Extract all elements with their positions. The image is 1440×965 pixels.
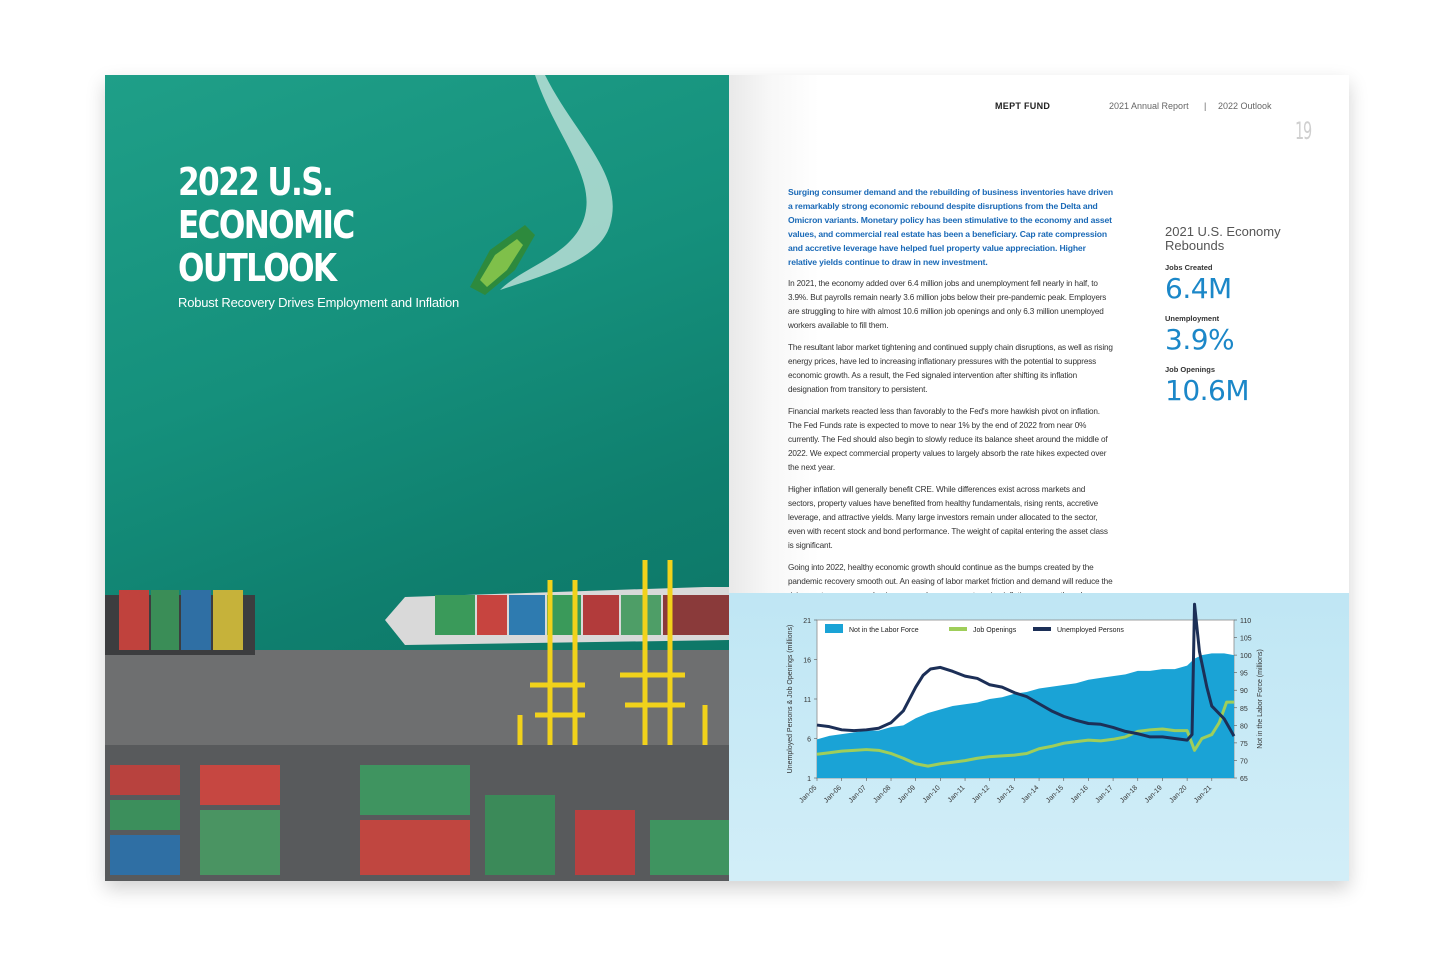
cover-photo-page [105, 75, 729, 881]
stat-label-unemployment: Unemployment [1165, 314, 1220, 323]
x-tick-label: Jan-21 [1193, 784, 1214, 805]
x-tick-label: Jan-10 [921, 784, 942, 805]
left-tick-label: 11 [803, 697, 811, 704]
legend-label: Not in the Labor Force [849, 627, 919, 634]
y-axis-title: Unemployed Persons & Job Openings (millions) [787, 624, 794, 774]
stat-value-jobs-created: 6.4M [1165, 272, 1232, 305]
x-tick-label: Jan-16 [1069, 784, 1090, 805]
x-tick-label: Jan-06 [823, 784, 844, 805]
sidebar-title: 2021 U.S. Economy Rebounds [1165, 224, 1281, 253]
x-tick-label: Jan-08 [872, 784, 893, 805]
x-tick-label: Jan-12 [971, 784, 992, 805]
headline [178, 161, 391, 290]
x-tick-label: Jan-05 [798, 784, 819, 805]
headline-line-3: OUTLOOK [178, 246, 336, 290]
headline-line-1: 2022 U.S. [178, 160, 333, 204]
x-tick-label: Jan-11 [946, 784, 967, 805]
x-tick-label: Jan-14 [1020, 784, 1041, 805]
right-tick-label: 90 [1240, 688, 1248, 696]
article-page [729, 75, 1349, 881]
report-title: 2021 Annual Report [1109, 101, 1189, 111]
brand-name: MEPT FUND [995, 101, 1051, 111]
legend-swatch [1033, 627, 1051, 631]
stat-value-job-openings: 10.6M [1165, 374, 1250, 407]
header-separator: | [1204, 101, 1207, 111]
right-tick-label: 70 [1240, 758, 1248, 766]
legend-swatch [825, 624, 843, 633]
y2-axis-title: Not in the Labor Force (millions) [1257, 649, 1264, 749]
body-paragraph: Higher inflation will generally benefit CRE. While differences exist across markets and sectors, property values have benefited from healthy fundamentals, rising rents, accretive leverage, and attractive yields. Many large investors remain under allocated to the sector, even with recent stock and bond performance. The weight of capital entering the asset class is significant. [788, 485, 1108, 550]
chart-panel [729, 593, 1349, 881]
right-tick-label: 100 [1240, 653, 1252, 661]
legend-label: Job Openings [973, 627, 1017, 634]
right-tick-label: 110 [1240, 618, 1252, 625]
stat-label-jobs-created: Jobs Created [1165, 263, 1213, 272]
right-tick-label: 80 [1240, 723, 1248, 731]
stats-sidebar [1165, 225, 1325, 406]
page-number: 19 [1295, 117, 1311, 145]
running-header [729, 101, 1349, 145]
right-tick-label: 65 [1240, 776, 1248, 783]
subheadline: Robust Recovery Drives Employment and Inflation [178, 295, 460, 310]
body-paragraph: Going into 2022, healthy economic growth should continue as the bumps created by the pandemic recovery smooth out. An easing of labor market friction and demand will reduce the [788, 563, 1113, 586]
x-tick-label: Jan-13 [995, 784, 1016, 805]
x-tick-label: Jan-17 [1094, 784, 1115, 805]
left-tick-label: 21 [803, 618, 811, 625]
body-paragraph: In 2021, the economy added over 6.4 million jobs and unemployment fell nearly in half, to 3.9%. But payrolls remain nearly 3.6 million jobs below their pre-pandemic peak. Employers are struggling to hire with almost 10.6 million job openings and only 6.3 million unemployed workers available to fill them. [788, 279, 1107, 330]
stat-label-job-openings: Job Openings [1165, 365, 1216, 374]
x-tick-label: Jan-07 [847, 784, 868, 805]
headline-line-2: ECONOMIC [178, 203, 354, 247]
x-tick-label: Jan-19 [1143, 784, 1164, 805]
legend-label: Unemployed Persons [1057, 627, 1124, 634]
x-tick-label: Jan-09 [897, 784, 918, 805]
body-paragraph: Financial markets reacted less than favorably to the Fed's more hawkish pivot on inflation. The Fed Funds rate is expected to move to near 1% by the end of 2022 from near 0% currently. The Fed should also begin to slowly reduce its balance sheet around the middle of 2022. We expect commercial property values to largely absorb the rate hikes expected over the next year. [788, 407, 1108, 472]
stat-value-unemployment: 3.9% [1165, 323, 1235, 356]
article-body [788, 185, 1114, 625]
outlook-title: 2022 Outlook [1218, 101, 1272, 111]
right-tick-label: 85 [1240, 705, 1248, 713]
body-paragraph: The resultant labor market tightening and continued supply chain disruptions, as well as rising energy prices, have led to increasing inflationary pressures with the potential to suppress economic growth. As a result, the Fed signaled intervention after shifting its inflation designation from transitory to persistent. [788, 343, 1113, 394]
x-tick-label: Jan-18 [1119, 784, 1140, 805]
labor-chart [729, 593, 1349, 881]
left-tick-label: 16 [803, 657, 811, 665]
legend-swatch [949, 627, 967, 631]
left-tick-label: 1 [807, 776, 811, 783]
right-tick-label: 75 [1240, 740, 1248, 748]
lead-paragraph: Surging consumer demand and the rebuilding of business inventories have driven a remarkably strong economic rebound despite disruptions from the Delta and Omicron variants. Monetary policy has been stimulative to the economy and asset values, and commercial real estate has been a beneficiary. Cap rate compression and accretive leverage have helped fuel property value appreciation. Higher relative yields continue to draw in new investment. [788, 187, 1113, 267]
right-tick-label: 95 [1240, 670, 1248, 678]
x-tick-label: Jan-15 [1045, 784, 1066, 805]
left-containers [119, 590, 243, 650]
left-tick-label: 6 [807, 736, 811, 744]
x-tick-label: Jan-20 [1168, 784, 1189, 805]
right-tick-label: 105 [1240, 635, 1252, 643]
